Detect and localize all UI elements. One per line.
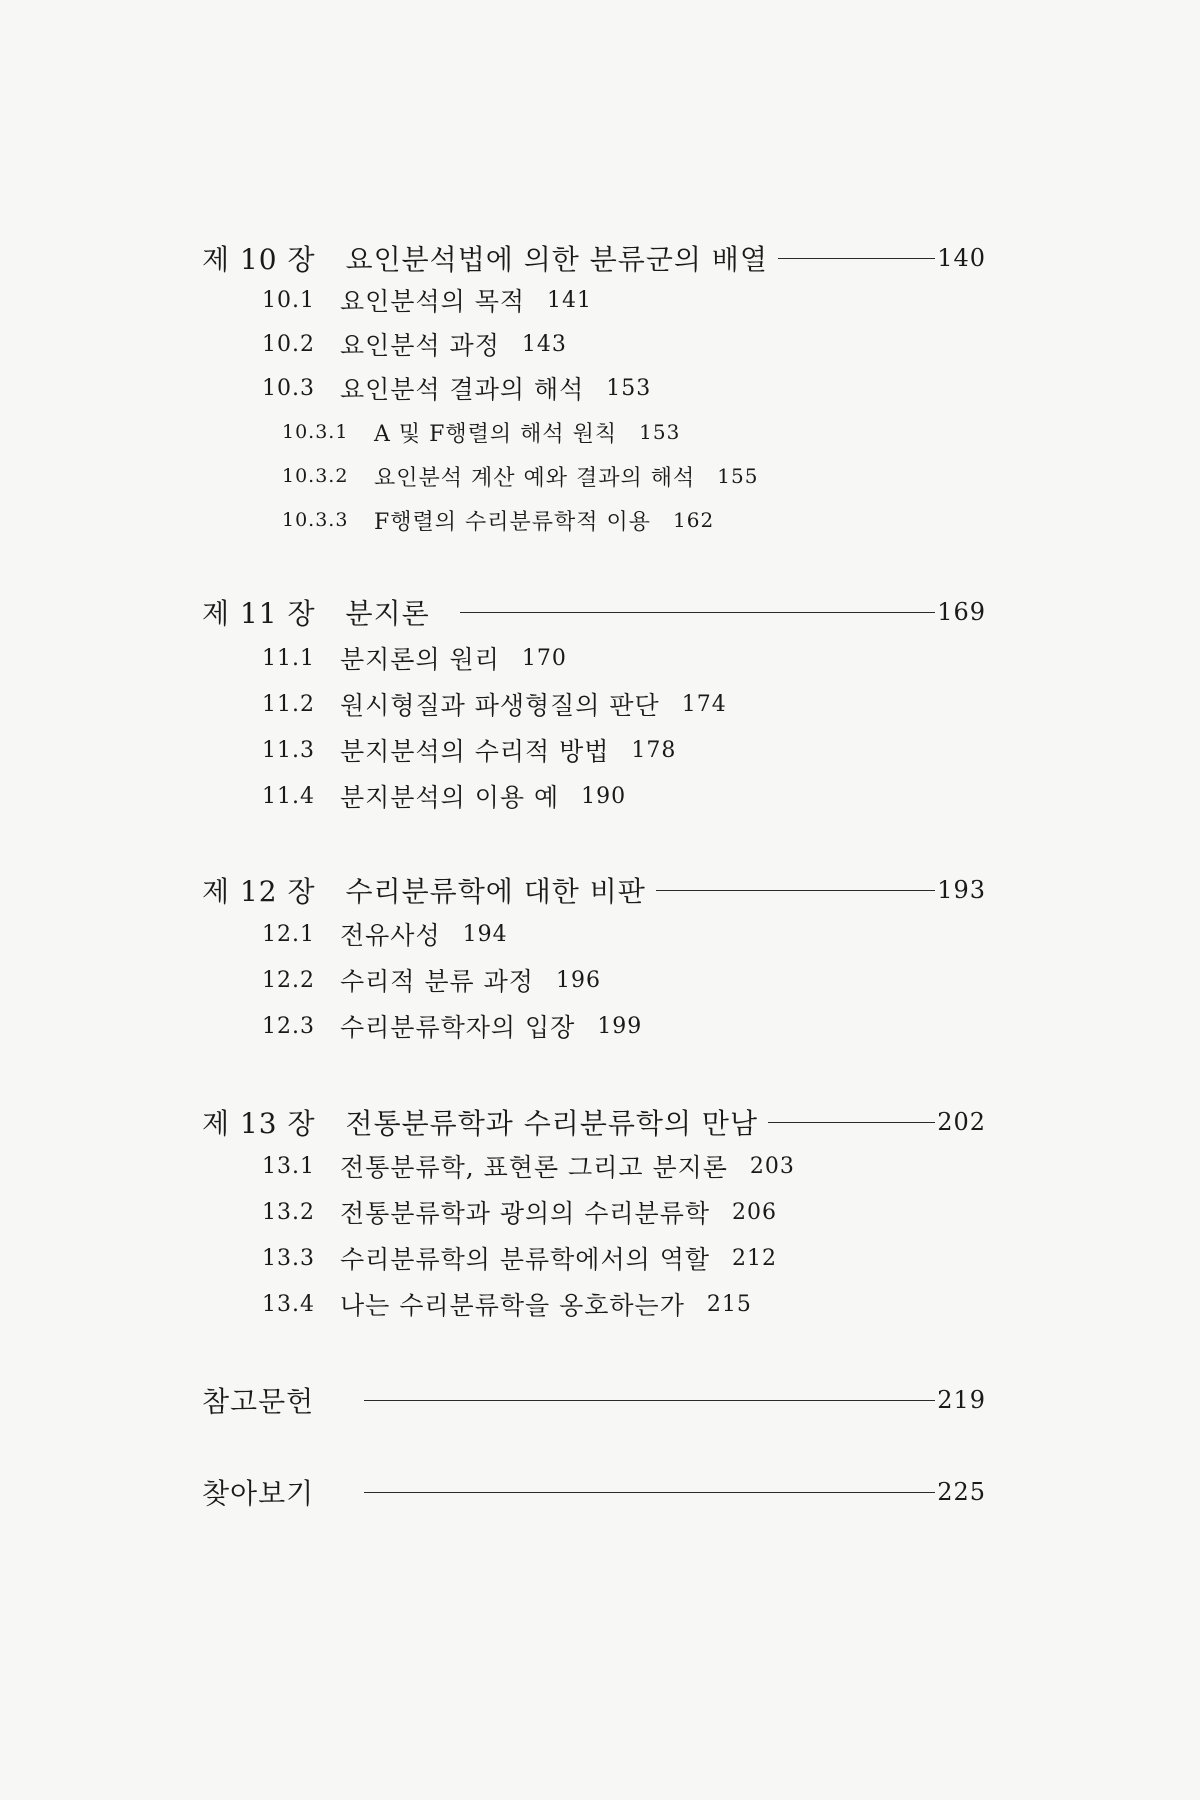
section-page: 196 xyxy=(555,967,601,993)
section-number: 11.4 xyxy=(262,783,315,809)
section-11-4 xyxy=(262,778,626,814)
section-page: 141 xyxy=(547,287,592,313)
section-10-3 xyxy=(262,370,651,406)
section-page: 212 xyxy=(732,1245,777,1271)
section-11-2 xyxy=(262,686,727,722)
section-page: 190 xyxy=(581,783,627,809)
section-title: 원시형질과 파생형질의 판단 xyxy=(340,691,660,720)
leader-rule xyxy=(778,258,935,259)
subsection-number: 10.3.2 xyxy=(282,465,349,487)
chapter-13-heading xyxy=(202,1102,986,1142)
section-title: 분지분석의 이용 예 xyxy=(340,783,560,812)
section-title: 요인분석의 목적 xyxy=(340,287,525,316)
leader-rule xyxy=(364,1492,935,1493)
section-13-1 xyxy=(262,1148,795,1184)
section-page: 174 xyxy=(681,691,727,717)
leader-rule xyxy=(364,1400,935,1401)
back-matter-title: 참고문헌 xyxy=(202,1385,315,1418)
subsection-number: 10.3.3 xyxy=(282,509,349,531)
chapter-title: 전통분류학과 수리분류학의 만남 xyxy=(345,1107,759,1140)
leader-rule xyxy=(460,612,936,613)
section-title: 요인분석 과정 xyxy=(340,331,500,360)
leader-rule xyxy=(768,1122,935,1123)
section-number: 13.1 xyxy=(262,1153,315,1179)
section-12-3 xyxy=(262,1008,642,1044)
section-number: 12.1 xyxy=(262,921,315,947)
section-title: 전통분류학, 표현론 그리고 분지론 xyxy=(340,1153,728,1182)
section-number: 13.3 xyxy=(262,1245,315,1271)
subsection-title: F행렬의 수리분류학적 이용 xyxy=(374,509,652,535)
subsection-10-3-3 xyxy=(282,504,714,536)
section-page: 178 xyxy=(631,737,677,763)
back-matter-page: 219 xyxy=(937,1386,986,1414)
section-number: 11.1 xyxy=(262,645,315,671)
section-13-3 xyxy=(262,1240,777,1276)
section-number: 11.2 xyxy=(262,691,315,717)
subsection-title: 요인분석 계산 예와 결과의 해석 xyxy=(374,465,696,491)
chapter-title: 분지론 xyxy=(345,597,430,630)
chapter-number: 제 11 장 xyxy=(202,597,316,630)
section-number: 10.1 xyxy=(262,287,315,313)
index-heading xyxy=(202,1472,986,1512)
chapter-12-heading xyxy=(202,870,986,910)
section-number: 13.2 xyxy=(262,1199,315,1225)
section-page: 194 xyxy=(462,921,508,947)
subsection-10-3-1 xyxy=(282,416,680,448)
section-12-2 xyxy=(262,962,601,998)
subsection-page: 153 xyxy=(639,420,681,444)
section-page: 170 xyxy=(521,645,567,671)
section-title: 나는 수리분류학을 옹호하는가 xyxy=(340,1291,685,1320)
section-title: 분지분석의 수리적 방법 xyxy=(340,737,610,766)
section-number: 12.2 xyxy=(262,967,315,993)
section-number: 11.3 xyxy=(262,737,315,763)
section-page: 199 xyxy=(597,1013,643,1039)
section-number: 12.3 xyxy=(262,1013,315,1039)
subsection-page: 155 xyxy=(717,464,759,488)
section-13-2 xyxy=(262,1194,777,1230)
section-title: 요인분석 결과의 해석 xyxy=(340,375,585,404)
section-13-4 xyxy=(262,1286,752,1322)
chapter-page: 169 xyxy=(937,598,986,626)
back-matter-title: 찾아보기 xyxy=(202,1477,315,1510)
subsection-10-3-2 xyxy=(282,460,758,492)
chapter-11-heading xyxy=(202,592,986,632)
chapter-number: 제 13 장 xyxy=(202,1107,316,1140)
section-page: 215 xyxy=(706,1291,752,1317)
section-12-1 xyxy=(262,916,508,952)
section-page: 153 xyxy=(606,375,652,401)
section-10-2 xyxy=(262,326,567,362)
section-page: 206 xyxy=(732,1199,777,1225)
subsection-page: 162 xyxy=(673,508,715,532)
section-page: 143 xyxy=(521,331,567,357)
references-heading xyxy=(202,1380,986,1420)
leader-rule xyxy=(656,890,935,891)
chapter-title: 요인분석법에 의한 분류군의 배열 xyxy=(345,243,768,276)
chapter-title: 수리분류학에 대한 비판 xyxy=(345,875,646,908)
section-title: 수리분류학의 분류학에서의 역할 xyxy=(340,1245,710,1274)
chapter-number: 제 12 장 xyxy=(202,875,316,908)
chapter-page: 140 xyxy=(937,244,986,272)
back-matter-page: 225 xyxy=(937,1478,986,1506)
section-title: 분지론의 원리 xyxy=(340,645,500,674)
chapter-page: 202 xyxy=(937,1108,986,1136)
section-number: 13.4 xyxy=(262,1291,315,1317)
section-10-1 xyxy=(262,282,592,318)
section-11-1 xyxy=(262,640,567,676)
section-title: 수리분류학자의 입장 xyxy=(340,1013,576,1042)
section-page: 203 xyxy=(749,1153,795,1179)
section-number: 10.3 xyxy=(262,375,315,401)
section-title: 전유사성 xyxy=(340,921,441,950)
chapter-page: 193 xyxy=(937,876,986,904)
section-number: 10.2 xyxy=(262,331,315,357)
section-title: 전통분류학과 광의의 수리분류학 xyxy=(340,1199,710,1228)
chapter-10-heading xyxy=(202,238,986,278)
subsection-title: A 및 F행렬의 해석 원칙 xyxy=(374,421,618,447)
subsection-number: 10.3.1 xyxy=(282,421,349,443)
chapter-number: 제 10 장 xyxy=(202,243,316,276)
section-11-3 xyxy=(262,732,676,768)
section-title: 수리적 분류 과정 xyxy=(340,967,534,996)
